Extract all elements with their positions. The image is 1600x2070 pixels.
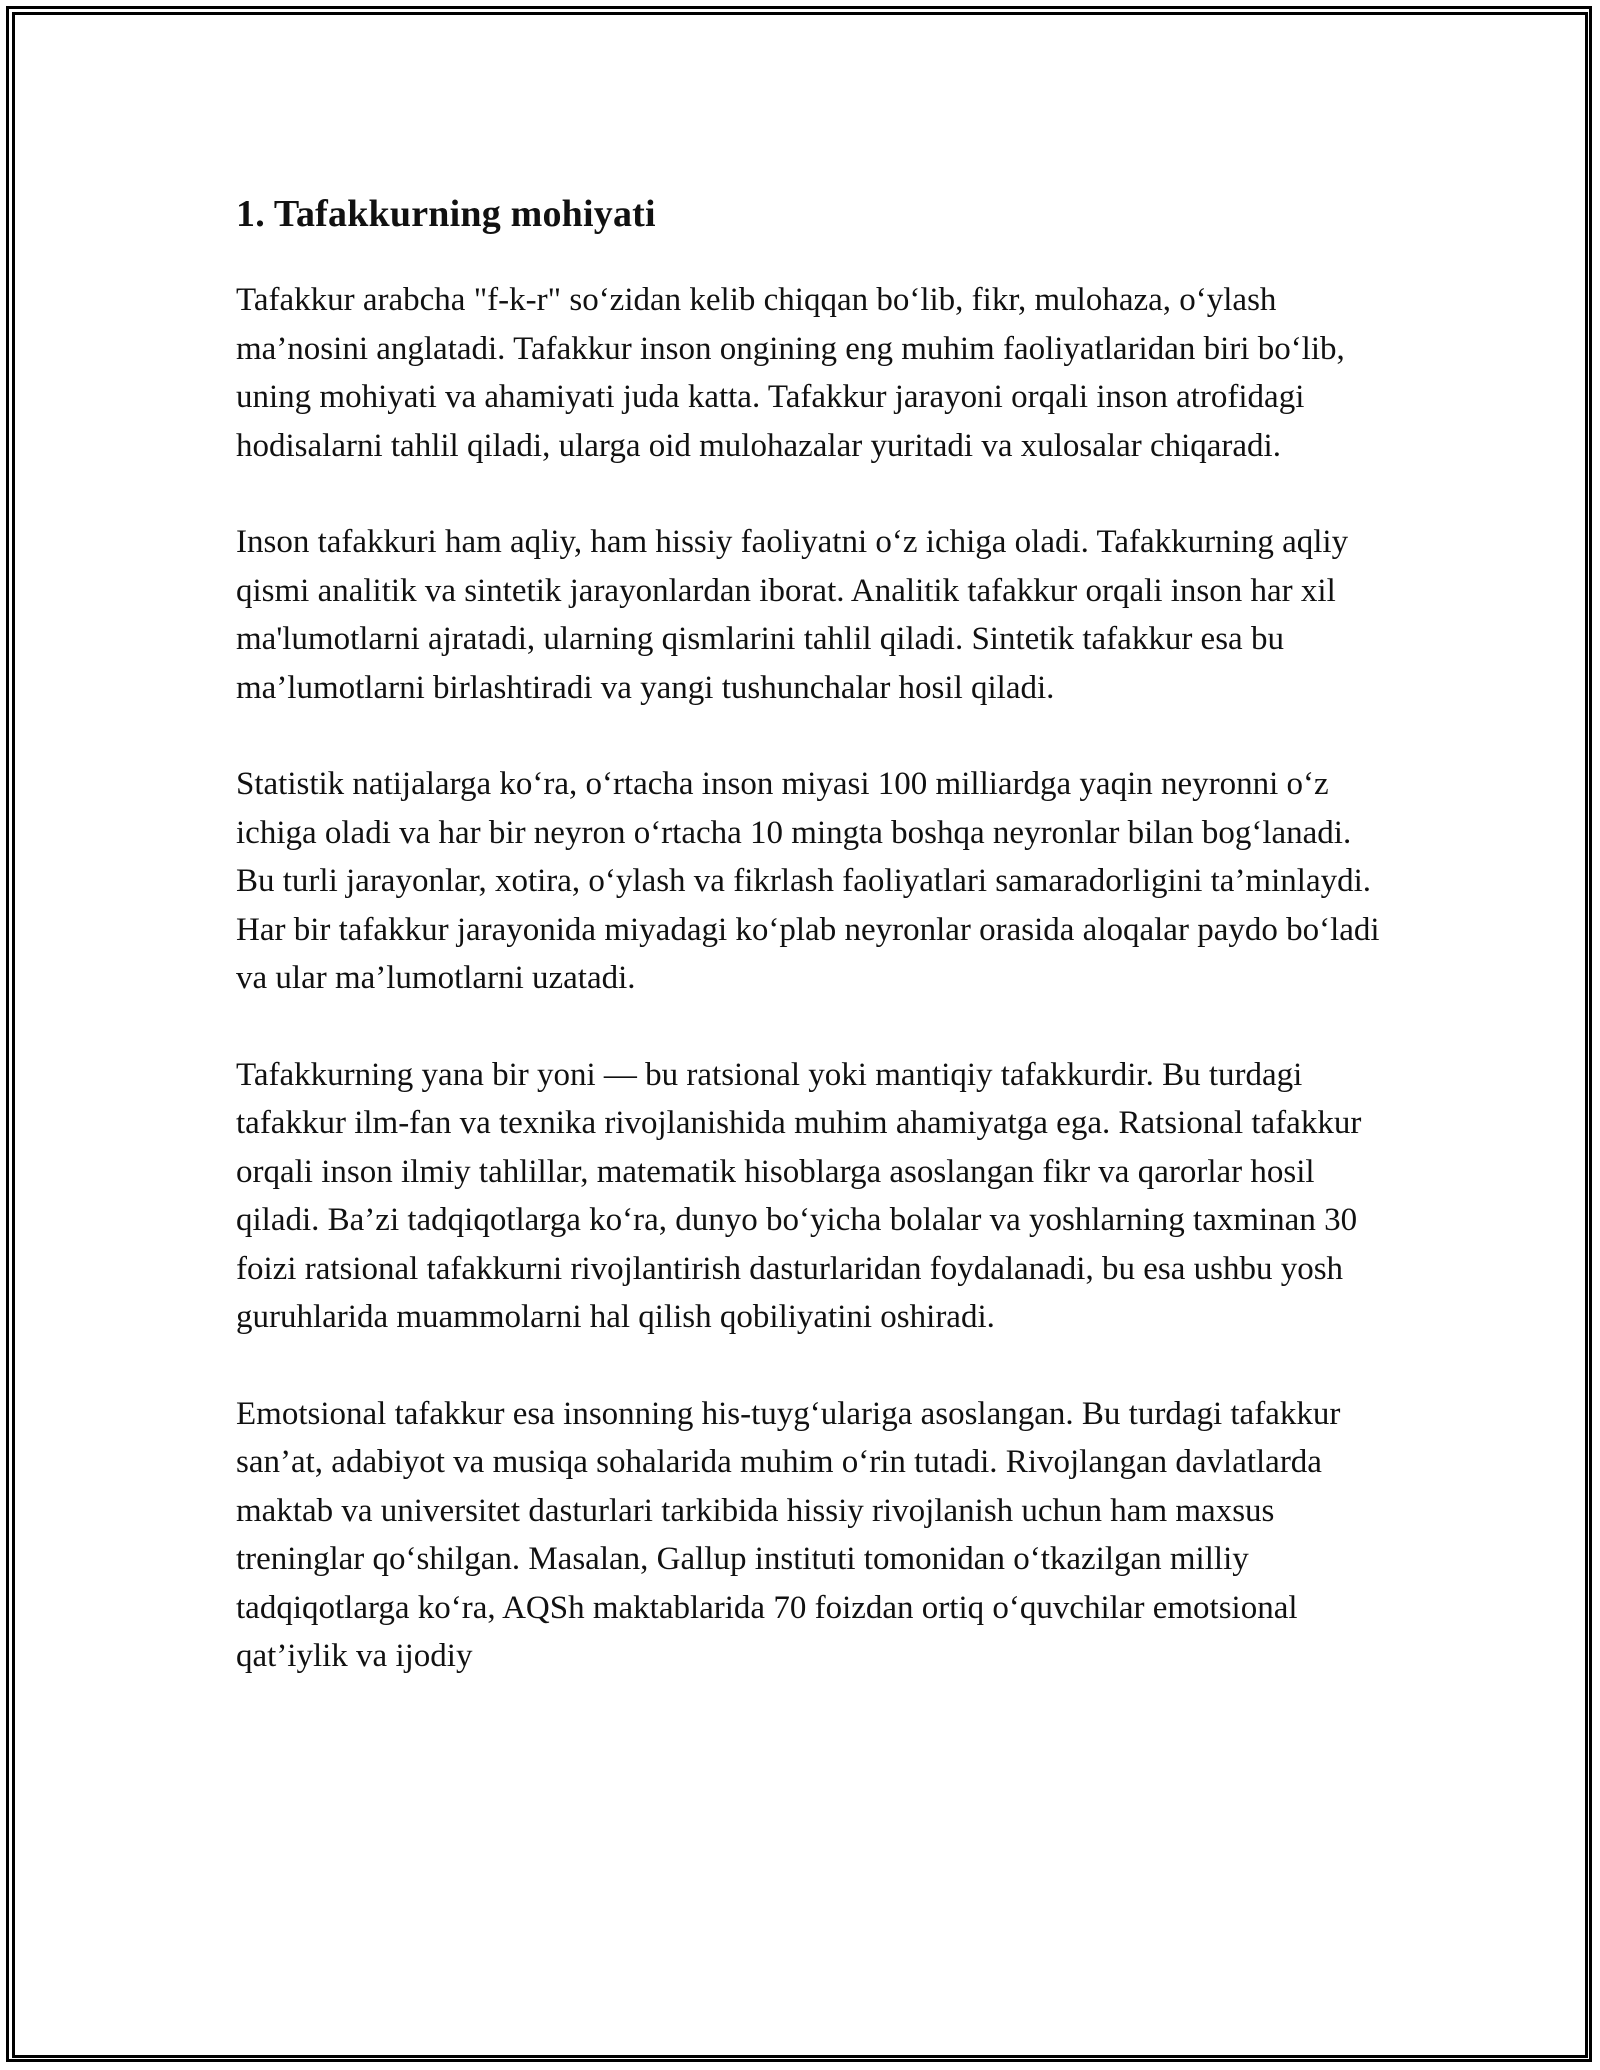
paragraph-5: Emotsional tafakkur esa insonning his-tuyg‘ulariga asoslangan. Bu turdagi tafakkur san’at, adabiyot va musiqa sohalarida muhim o‘rin tutadi. Rivojlangan davlatlarda maktab va universitet dasturlari tarkibida hissiy rivojlanish uchun ham maxsus treninglar qo‘shilgan. Masalan, Gallup instituti tomonidan o‘tkazilgan milliy tadqiqotlarga ko‘ra, AQSh maktablarida 70 foizdan ortiq o‘quvchilar emotsional qat’iylik va ijodiy [236, 1395, 1341, 1674]
paragraph-3: Statistik natijalarga ko‘ra, o‘rtacha inson miyasi 100 milliardga yaqin neyronni o‘z ichiga oladi va har bir neyron o‘rtacha 10 mingta boshqa neyronlar bilan bog‘lanadi. Bu turli jarayonlar, xotira, o‘ylash va fikrlash faoliyatlari samaradorligini ta’minlaydi. Har bir tafakkur jarayonida miyadagi ko‘plab neyronlar orasida aloqalar paydo bo‘ladi va ular ma’lumotlarni uzatadi. [236, 766, 1380, 996]
paragraph-4: Tafakkurning yana bir yoni — bu ratsional yoki mantiqiy tafakkurdir. Bu turdagi tafakkur ilm-fan va texnika rivojlanishida muhim ahamiyatga ega. Ratsional tafakkur orqali inson ilmiy tahlillar, matematik hisoblarga asoslangan fikr va qarorlar hosil qiladi. Ba’zi tadqiqotlarga ko‘ra, dunyo bo‘yicha bolalar va yoshlarning taxminan 30 foizi ratsional tafakkurni rivojlantirish dasturlaridan foydalanadi, bu esa ushbu yosh guruhlarida muammolarni hal qilish qobiliyatini oshiradi. [236, 1056, 1362, 1335]
document-body [236, 186, 1386, 1729]
paragraph-2: Inson tafakkuri ham aqliy, ham hissiy faoliyatni o‘z ichiga oladi. Tafakkurning aqliy qismi analitik va sintetik jarayonlardan iborat. Analitik tafakkur orqali inson har xil ma'lumotlarni ajratadi, ularning qismlarini tahlil qiladi. Sintetik tafakkur esa bu ma’lumotlarni birlashtiradi va yangi tushunchalar hosil qiladi. [236, 524, 1349, 706]
section-title: 1. Tafakkurning mohiyati [236, 193, 656, 235]
paragraph-1: Tafakkur arabcha "f-k-r" so‘zidan kelib chiqqan bo‘lib, fikr, mulohaza, o‘ylash ma’nosini anglatadi. Tafakkur inson ongining eng muhim faoliyatlaridan biri bo‘lib, uning mohiyati va ahamiyati juda katta. Tafakkur jarayoni orqali inson atrofidagi hodisalarni tahlil qiladi, ularga oid mulohazalar yuritadi va xulosalar chiqaradi. [236, 282, 1345, 464]
